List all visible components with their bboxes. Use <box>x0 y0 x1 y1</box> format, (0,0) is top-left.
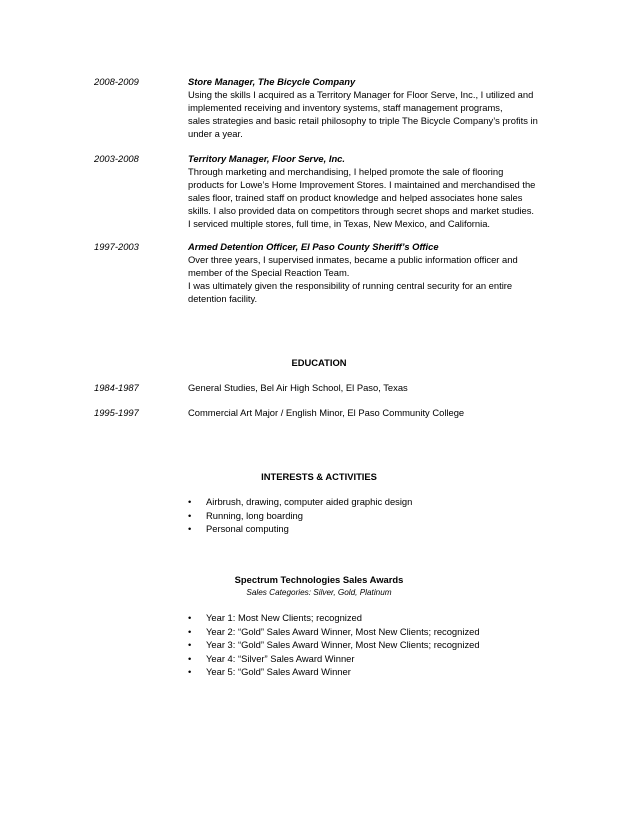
experience-dates: 2003-2008 <box>94 153 139 164</box>
experience-description-line: Over three years, I supervised inmates, became a public information officer and <box>188 254 518 265</box>
job-title: Store Manager, The Bicycle Company <box>188 76 356 87</box>
education-dates: 1984-1987 <box>94 382 139 393</box>
experience-description-line: sales strategies and basic retail philosophy to triple The Bicycle Company’s profits in <box>188 115 538 126</box>
bullet-icon: • <box>188 652 192 664</box>
experience-description-line: detention facility. <box>188 293 258 304</box>
experience-body <box>188 240 548 305</box>
list-item <box>186 495 412 509</box>
bullet-icon: • <box>188 625 192 637</box>
experience-dates: 1997-2003 <box>94 241 139 252</box>
experience-description-line: skills. I also provided data on competitors through secret shops and market studies. <box>188 205 535 216</box>
interests-list <box>186 495 412 536</box>
experience-description-line: I serviced multiple stores, full time, in Texas, New Mexico, and California. <box>188 218 491 229</box>
experience-description-line: Through marketing and merchandising, I helped promote the sale of flooring <box>188 166 504 177</box>
experience-description-line: implemented receiving and inventory systems, staff management programs, <box>188 102 503 113</box>
experience-body <box>188 152 548 230</box>
education-body <box>188 381 548 394</box>
award-text: Year 5: “Gold” Sales Award Winner <box>206 666 351 678</box>
awards-heading: Spectrum Technologies Sales Awards <box>234 574 404 585</box>
bullet-icon: • <box>188 496 192 507</box>
education-dates: 1995-1997 <box>94 407 139 418</box>
experience-dates: 2008-2009 <box>94 76 139 87</box>
experience-description-line: sales floor, trained staff on product knowledge and helped associates hone sales <box>188 192 523 203</box>
awards-list <box>186 611 480 679</box>
list-item <box>186 638 480 652</box>
job-title: Armed Detention Officer, El Paso County Sheriff’s Office <box>188 241 439 252</box>
experience-description-line: member of the Special Reaction Team. <box>188 267 350 278</box>
experience-description-line: I was ultimately given the responsibility of running central security for an entire <box>188 280 513 291</box>
bullet-icon: • <box>188 509 192 521</box>
interests-heading: INTERESTS & ACTIVITIES <box>261 471 377 482</box>
award-text: Year 4: “Silver” Sales Award Winner <box>206 652 355 664</box>
bullet-icon: • <box>188 612 192 623</box>
education-body <box>188 406 548 419</box>
list-item <box>186 611 480 625</box>
interest-text: Personal computing <box>206 523 289 535</box>
experience-description-line: Using the skills I acquired as a Territory Manager for Floor Serve, Inc., I utilized and <box>188 89 534 100</box>
award-text: Year 1: Most New Clients; recognized <box>206 612 362 623</box>
interest-text: Airbrush, drawing, computer aided graphic design <box>206 496 413 507</box>
education-text: Commercial Art Major / English Minor, El Paso Community College <box>188 407 465 418</box>
award-text: Year 2: “Gold” Sales Award Winner, Most New Clients; recognized <box>206 625 480 637</box>
experience-description-line: products for Lowe’s Home Improvement Stores. I maintained and merchandised the <box>188 179 536 190</box>
education-heading: EDUCATION <box>291 357 347 368</box>
list-item <box>186 509 412 523</box>
list-item <box>186 625 480 639</box>
interest-text: Running, long boarding <box>206 509 303 521</box>
award-text: Year 3: “Gold” Sales Award Winner, Most New Clients; recognized <box>206 639 480 651</box>
list-item <box>186 652 480 666</box>
list-item <box>186 665 480 679</box>
experience-body <box>188 75 548 140</box>
list-item <box>186 522 412 536</box>
awards-subheading: Sales Categories: Silver, Gold, Platinum <box>246 588 392 597</box>
education-text: General Studies, Bel Air High School, El Paso, Texas <box>188 382 408 393</box>
bullet-icon: • <box>188 666 192 678</box>
experience-description-line: under a year. <box>188 128 243 139</box>
bullet-icon: • <box>188 639 192 651</box>
job-title: Territory Manager, Floor Serve, Inc. <box>188 153 345 164</box>
bullet-icon: • <box>188 523 192 535</box>
